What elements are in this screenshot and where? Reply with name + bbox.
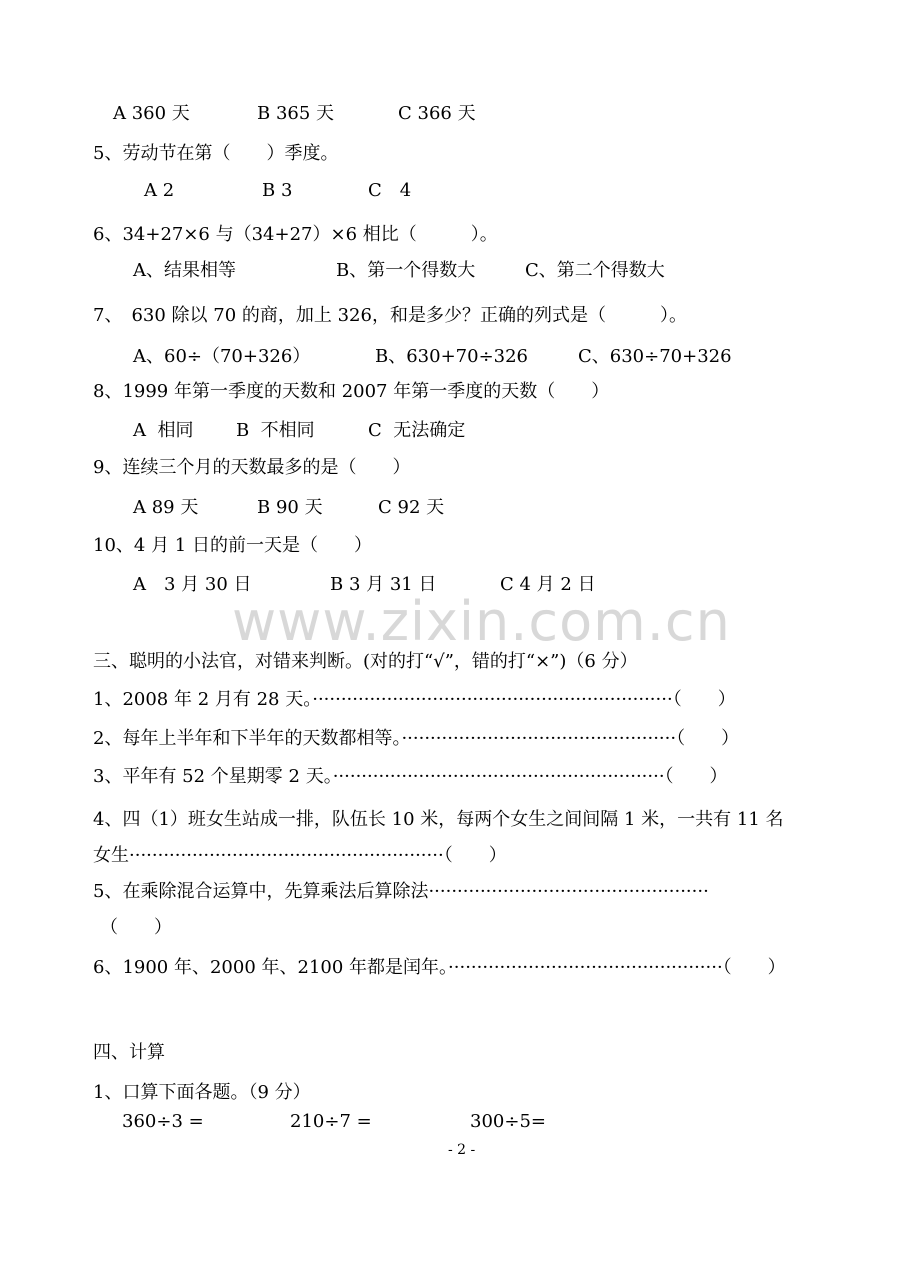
q10-option-a: A 3 月 30 日 — [133, 574, 252, 595]
judge-item-5: 5、在乘除混合运算中，先算乘法后算除法················································· — [93, 881, 709, 902]
q10-text: 10、4 月 1 日的前一天是（ ） — [93, 535, 372, 556]
judge-item-6: 6、1900 年、2000 年、2100 年都是闰年。················································（ ） — [93, 957, 786, 978]
q8-text: 8、1999 年第一季度的天数和 2007 年第一季度的天数（ ） — [93, 381, 610, 402]
judge-item-4-cont: 女生·······················································（ ） — [93, 845, 507, 866]
q5-option-c: C 4 — [368, 180, 412, 201]
q6-option-c: C、第二个得数大 — [525, 260, 665, 281]
q8-option-c: C 无法确定 — [368, 420, 466, 441]
judge-item-2: 2、每年上半年和下半年的天数都相等。················································（ ） — [93, 728, 740, 749]
q7-option-b: B、630+70÷326 — [375, 346, 529, 367]
judge-item-3: 3、平年有 52 个星期零 2 天。··························································（ ） — [93, 766, 728, 787]
q7-option-a: A、60÷（70+326） — [133, 346, 311, 367]
q10-option-c: C 4 月 2 日 — [500, 574, 596, 595]
q5-option-a: A 2 — [144, 180, 175, 201]
q8-option-a: A 相同 — [133, 420, 194, 441]
q8-option-b: B 不相同 — [236, 420, 315, 441]
q9-option-c: C 92 天 — [378, 497, 445, 518]
q9-text: 9、连续三个月的天数最多的是（ ） — [93, 457, 411, 478]
q9-option-b: B 90 天 — [257, 497, 323, 518]
q4-option-a: A 360 天 — [113, 103, 190, 124]
q7-text: 7、 630 除以 70 的商，加上 326，和是多少？正确的列式是（ ）。 — [93, 305, 687, 326]
calc-1: 360÷3 = — [122, 1111, 204, 1132]
q4-option-c: C 366 天 — [398, 103, 476, 124]
q10-option-b: B 3 月 31 日 — [330, 574, 437, 595]
calc-2: 210÷7 = — [290, 1111, 372, 1132]
q6-text: 6、34+27×6 与（34+27）×6 相比（ ）。 — [93, 224, 498, 245]
judge-item-5-paren: （ ） — [100, 917, 172, 938]
page-number: - 2 - — [448, 1142, 476, 1158]
q6-option-b: B、第一个得数大 — [336, 260, 476, 281]
q7-option-c: C、630÷70+326 — [578, 346, 732, 367]
judge-item-4: 4、四（1）班女生站成一排，队伍长 10 米，每两个女生之间间隔 1 米，一共有 11 名 — [93, 809, 784, 830]
q4-option-b: B 365 天 — [257, 103, 335, 124]
watermark-text: www.zixin.com.cn — [232, 590, 731, 653]
oral-calc-heading: 1、口算下面各题。（9 分） — [93, 1082, 311, 1103]
q5-option-b: B 3 — [262, 180, 293, 201]
section4-title: 四、计算 — [93, 1042, 165, 1063]
judge-item-1: 1、2008 年 2 月有 28 天。·······························································（ ） — [93, 689, 736, 710]
calc-3: 300÷5= — [470, 1111, 546, 1132]
q6-option-a: A、结果相等 — [133, 260, 236, 281]
q9-option-a: A 89 天 — [133, 497, 199, 518]
q5-text: 5、劳动节在第（ ）季度。 — [93, 143, 339, 164]
section3-title: 三、聪明的小法官，对错来判断。(对的打“√”，错的打“×”)（6 分） — [93, 651, 638, 672]
